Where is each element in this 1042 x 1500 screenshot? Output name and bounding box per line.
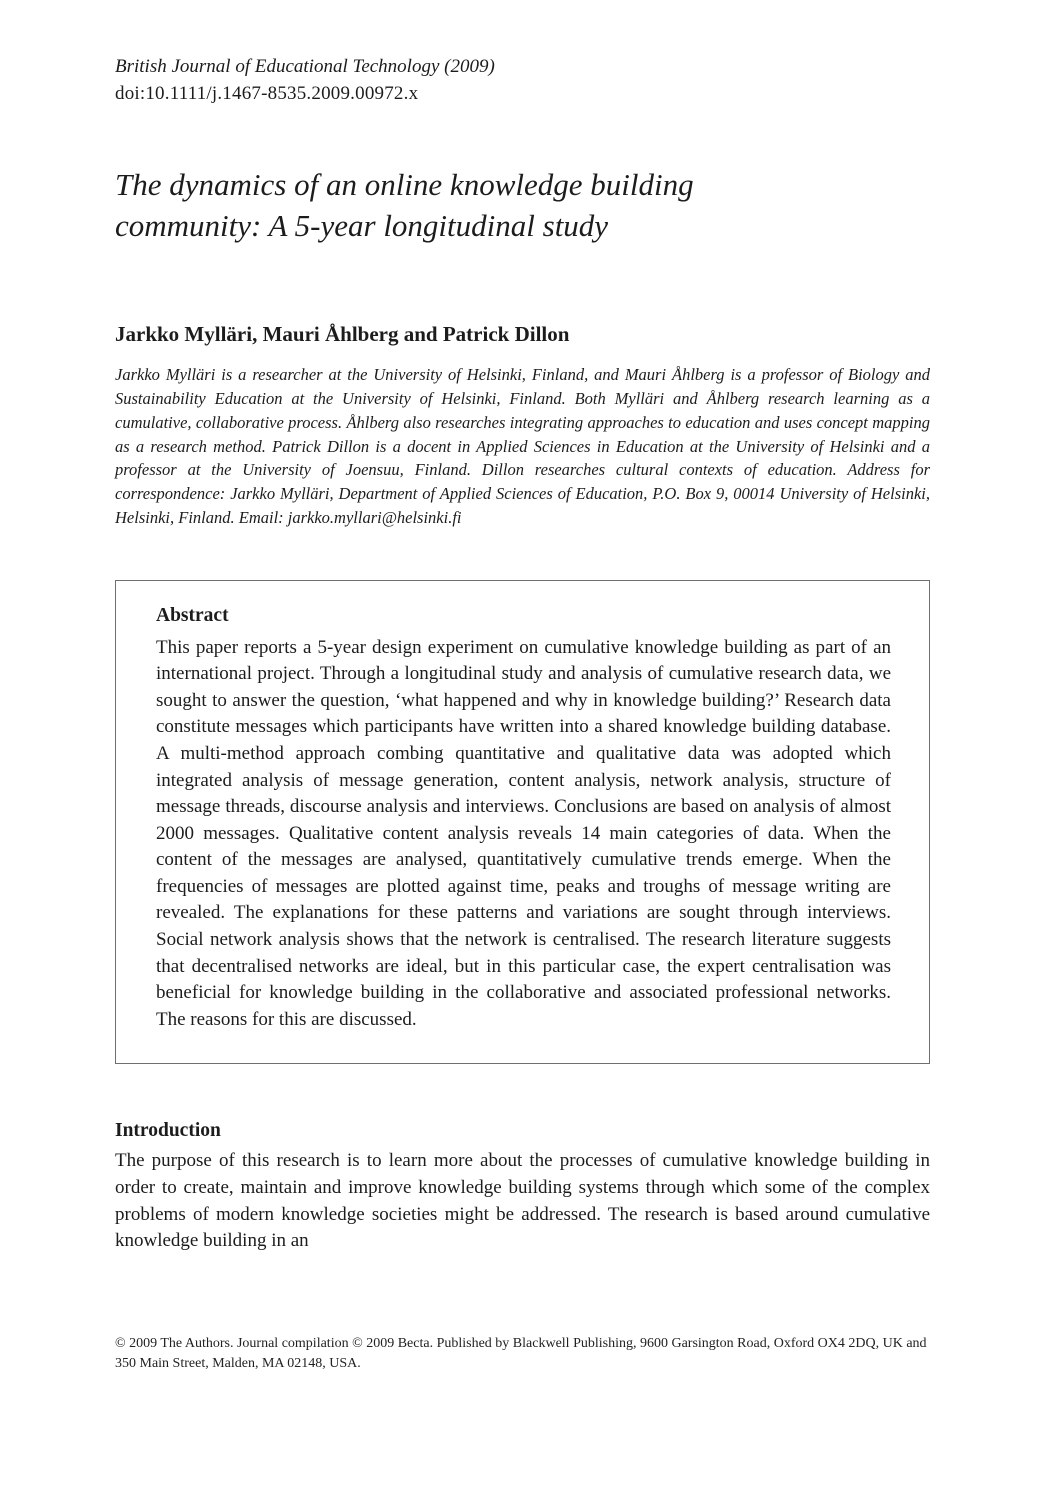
article-title: The dynamics of an online knowledge building community: A 5-year longitudinal study: [115, 167, 694, 244]
introduction-body: The purpose of this research is to learn more about the processes of cumulative knowledge building in order to create, maintain and improve knowledge building systems through which some of the complex problems of modern knowledge societies might be addressed. The research is based around cumulative knowledge building in an: [115, 1150, 930, 1252]
abstract-body: This paper reports a 5-year design experiment on cumulative knowledge building as part of an international project. Through a longitudinal study and analysis of cumulative research data, we sought to answer the question, ‘what happened and why in knowledge building?’ Research data constitute messages which participants have written into a shared knowledge building database. A multi-method approach combing quantitative and qualitative data was adopted which integrated analysis of message generation, content analysis, network analysis, structure of message threads, discourse analysis and interviews. Conclusions are based on analysis of almost 2000 messages. Qualitative content analysis reveals 14 main categories of data. When the content of the messages are analysed, quantitatively cumulative trends emerge. When the frequencies of messages are plotted against time, peaks and troughs of message writing are revealed. The explanations for these patterns and variations are sought through interviews. Social network analysis shows that the network is centralised. The research literature suggests that decentralised networks are ideal, but in this particular case, the expert centralisation was beneficial for knowledge building in the collaborative and associated professional networks. The reasons for this are discussed.: [156, 636, 891, 1030]
abstract-heading: Abstract: [156, 604, 229, 626]
author-names: Jarkko Mylläri, Mauri Åhlberg and Patrick Dillon: [115, 322, 570, 346]
journal-name: British Journal of Educational Technology (2009): [115, 56, 495, 77]
author-bio: Jarkko Mylläri is a researcher at the University of Helsinki, Finland, and Mauri Åhlberg is a professor of Biology and Sustainability Education at the University of Helsinki, Finland. Both Mylläri and Åhlberg research learning as a cumulative, collaborative process. Åhlberg also researches integrating approaches to education and uses concept mapping as a research method. Patrick Dillon is a docent in Applied Sciences in Education at the University of Helsinki and a professor at the University of Joensuu, Finland. Dillon researches cultural contexts of education. Address for correspondence: Jarkko Mylläri, Department of Applied Sciences of Education, P.O. Box 9, 00014 University of Helsinki, Helsinki, Finland. Email: jarkko.myllari@helsinki.fi: [115, 365, 930, 527]
abstract-box: [115, 580, 930, 1065]
copyright-footnote: © 2009 The Authors. Journal compilation © 2009 Becta. Published by Blackwell Publishing, 9600 Garsington Road, Oxford OX4 2DQ, UK and 350 Main Street, Malden, MA 02148, USA.: [115, 1336, 927, 1372]
doi-line: doi:10.1111/j.1467-8535.2009.00972.x: [115, 82, 419, 104]
introduction-heading: Introduction: [115, 1120, 221, 1142]
